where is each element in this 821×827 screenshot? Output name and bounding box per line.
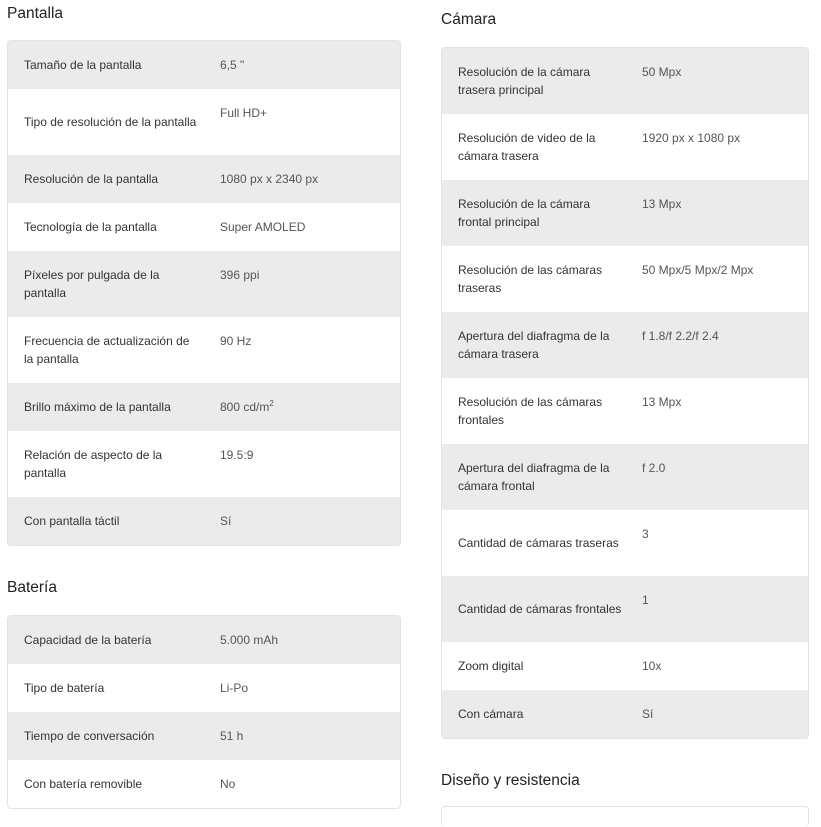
- spec-value: 5.000 mAh: [220, 633, 279, 647]
- spec-row: [8, 155, 400, 203]
- spec-label: Tecnología de la pantalla: [24, 220, 157, 234]
- spec-label: Apertura del diafragma de la cámara frontal: [458, 461, 610, 493]
- spec-row: [8, 616, 400, 664]
- spec-value: 1920 px x 1080 px: [642, 131, 741, 145]
- spec-value: 51 h: [220, 729, 244, 743]
- spec-row: [442, 378, 808, 444]
- spec-value: Sí: [642, 707, 654, 721]
- spec-label: Frecuencia de actualización de la pantalla: [24, 334, 190, 366]
- spec-table-pantalla: [7, 40, 401, 546]
- spec-row: [442, 180, 808, 246]
- spec-value: No: [220, 777, 236, 791]
- spec-value: [220, 398, 274, 416]
- spec-value: Li-Po: [220, 681, 249, 695]
- spec-row: [8, 41, 400, 89]
- spec-label: Resolución de la cámara frontal principal: [458, 197, 591, 229]
- spec-row: [442, 690, 808, 738]
- spec-label: Cantidad de cámaras traseras: [458, 536, 619, 550]
- spec-row: [442, 510, 808, 576]
- spec-label: Tamaño de la pantalla: [24, 58, 142, 72]
- spec-label: Resolución de la pantalla: [24, 172, 159, 186]
- section-title-bateria: Batería: [7, 579, 57, 596]
- spec-row: [442, 312, 808, 378]
- spec-value: 1: [642, 593, 649, 607]
- spec-row: [8, 89, 400, 155]
- spec-label: Tipo de resolución de la pantalla: [24, 115, 197, 129]
- spec-value: 10x: [642, 659, 662, 673]
- spec-row: [442, 48, 808, 114]
- spec-value: 13 Mpx: [642, 197, 682, 211]
- section-title-diseno: Diseño y resistencia: [441, 772, 580, 789]
- spec-value-superscript: 2: [269, 399, 274, 408]
- spec-value: f 2.0: [642, 461, 666, 475]
- spec-label: Resolución de video de la cámara trasera: [458, 131, 596, 163]
- spec-value: 6,5 ": [220, 58, 245, 72]
- spec-row: [8, 431, 400, 497]
- spec-value: 13 Mpx: [642, 395, 682, 409]
- spec-label: Cantidad de cámaras frontales: [458, 602, 622, 616]
- spec-table-camara: [441, 47, 809, 739]
- section-title-camara: Cámara: [441, 11, 497, 28]
- spec-value: 3: [642, 527, 649, 541]
- spec-value: f 1.8/f 2.2/f 2.4: [642, 329, 719, 343]
- spec-label: Con cámara: [458, 707, 524, 721]
- spec-value: 90 Hz: [220, 334, 252, 348]
- spec-row: [8, 203, 400, 251]
- spec-row: [8, 497, 400, 545]
- spec-label: Resolución de las cámaras frontales: [458, 395, 603, 427]
- spec-table-diseno: [441, 806, 809, 827]
- spec-row: [8, 712, 400, 760]
- spec-label: Brillo máximo de la pantalla: [24, 400, 171, 414]
- spec-row: [8, 317, 400, 383]
- spec-label: Relación de aspecto de la pantalla: [24, 448, 163, 480]
- spec-row: [8, 760, 400, 808]
- spec-value-text: 800 cd/m: [220, 400, 270, 414]
- spec-label: Píxeles por pulgada de la pantalla: [24, 268, 160, 300]
- spec-value: Super AMOLED: [220, 220, 306, 234]
- section-title-pantalla: Pantalla: [7, 5, 64, 22]
- spec-row: [442, 576, 808, 642]
- spec-label: Resolución de las cámaras traseras: [458, 263, 603, 295]
- spec-label: Tipo de batería: [24, 681, 105, 695]
- spec-value: Full HD+: [220, 106, 268, 120]
- spec-value: 396 ppi: [220, 268, 260, 282]
- spec-label: Resolución de la cámara trasera principal: [458, 65, 591, 97]
- spec-value: Sí: [220, 514, 232, 528]
- spec-table-bateria: [7, 615, 401, 809]
- spec-row: [8, 664, 400, 712]
- spec-row: [442, 642, 808, 690]
- spec-row: [8, 251, 400, 317]
- spec-label: Apertura del diafragma de la cámara trasera: [458, 329, 610, 361]
- spec-label: Capacidad de la batería: [24, 633, 152, 647]
- spec-value: 19.5:9: [220, 448, 254, 462]
- spec-label: Con pantalla táctil: [24, 514, 120, 528]
- spec-row: [8, 383, 400, 431]
- spec-row: [442, 114, 808, 180]
- spec-label: Tiempo de conversación: [24, 729, 155, 743]
- spec-value: 50 Mpx/5 Mpx/2 Mpx: [642, 263, 754, 277]
- spec-label: Con batería removible: [24, 777, 143, 791]
- spec-row: [442, 444, 808, 510]
- spec-row: [442, 246, 808, 312]
- spec-label: Zoom digital: [458, 659, 524, 673]
- spec-value: 50 Mpx: [642, 65, 682, 79]
- spec-value: 1080 px x 2340 px: [220, 172, 319, 186]
